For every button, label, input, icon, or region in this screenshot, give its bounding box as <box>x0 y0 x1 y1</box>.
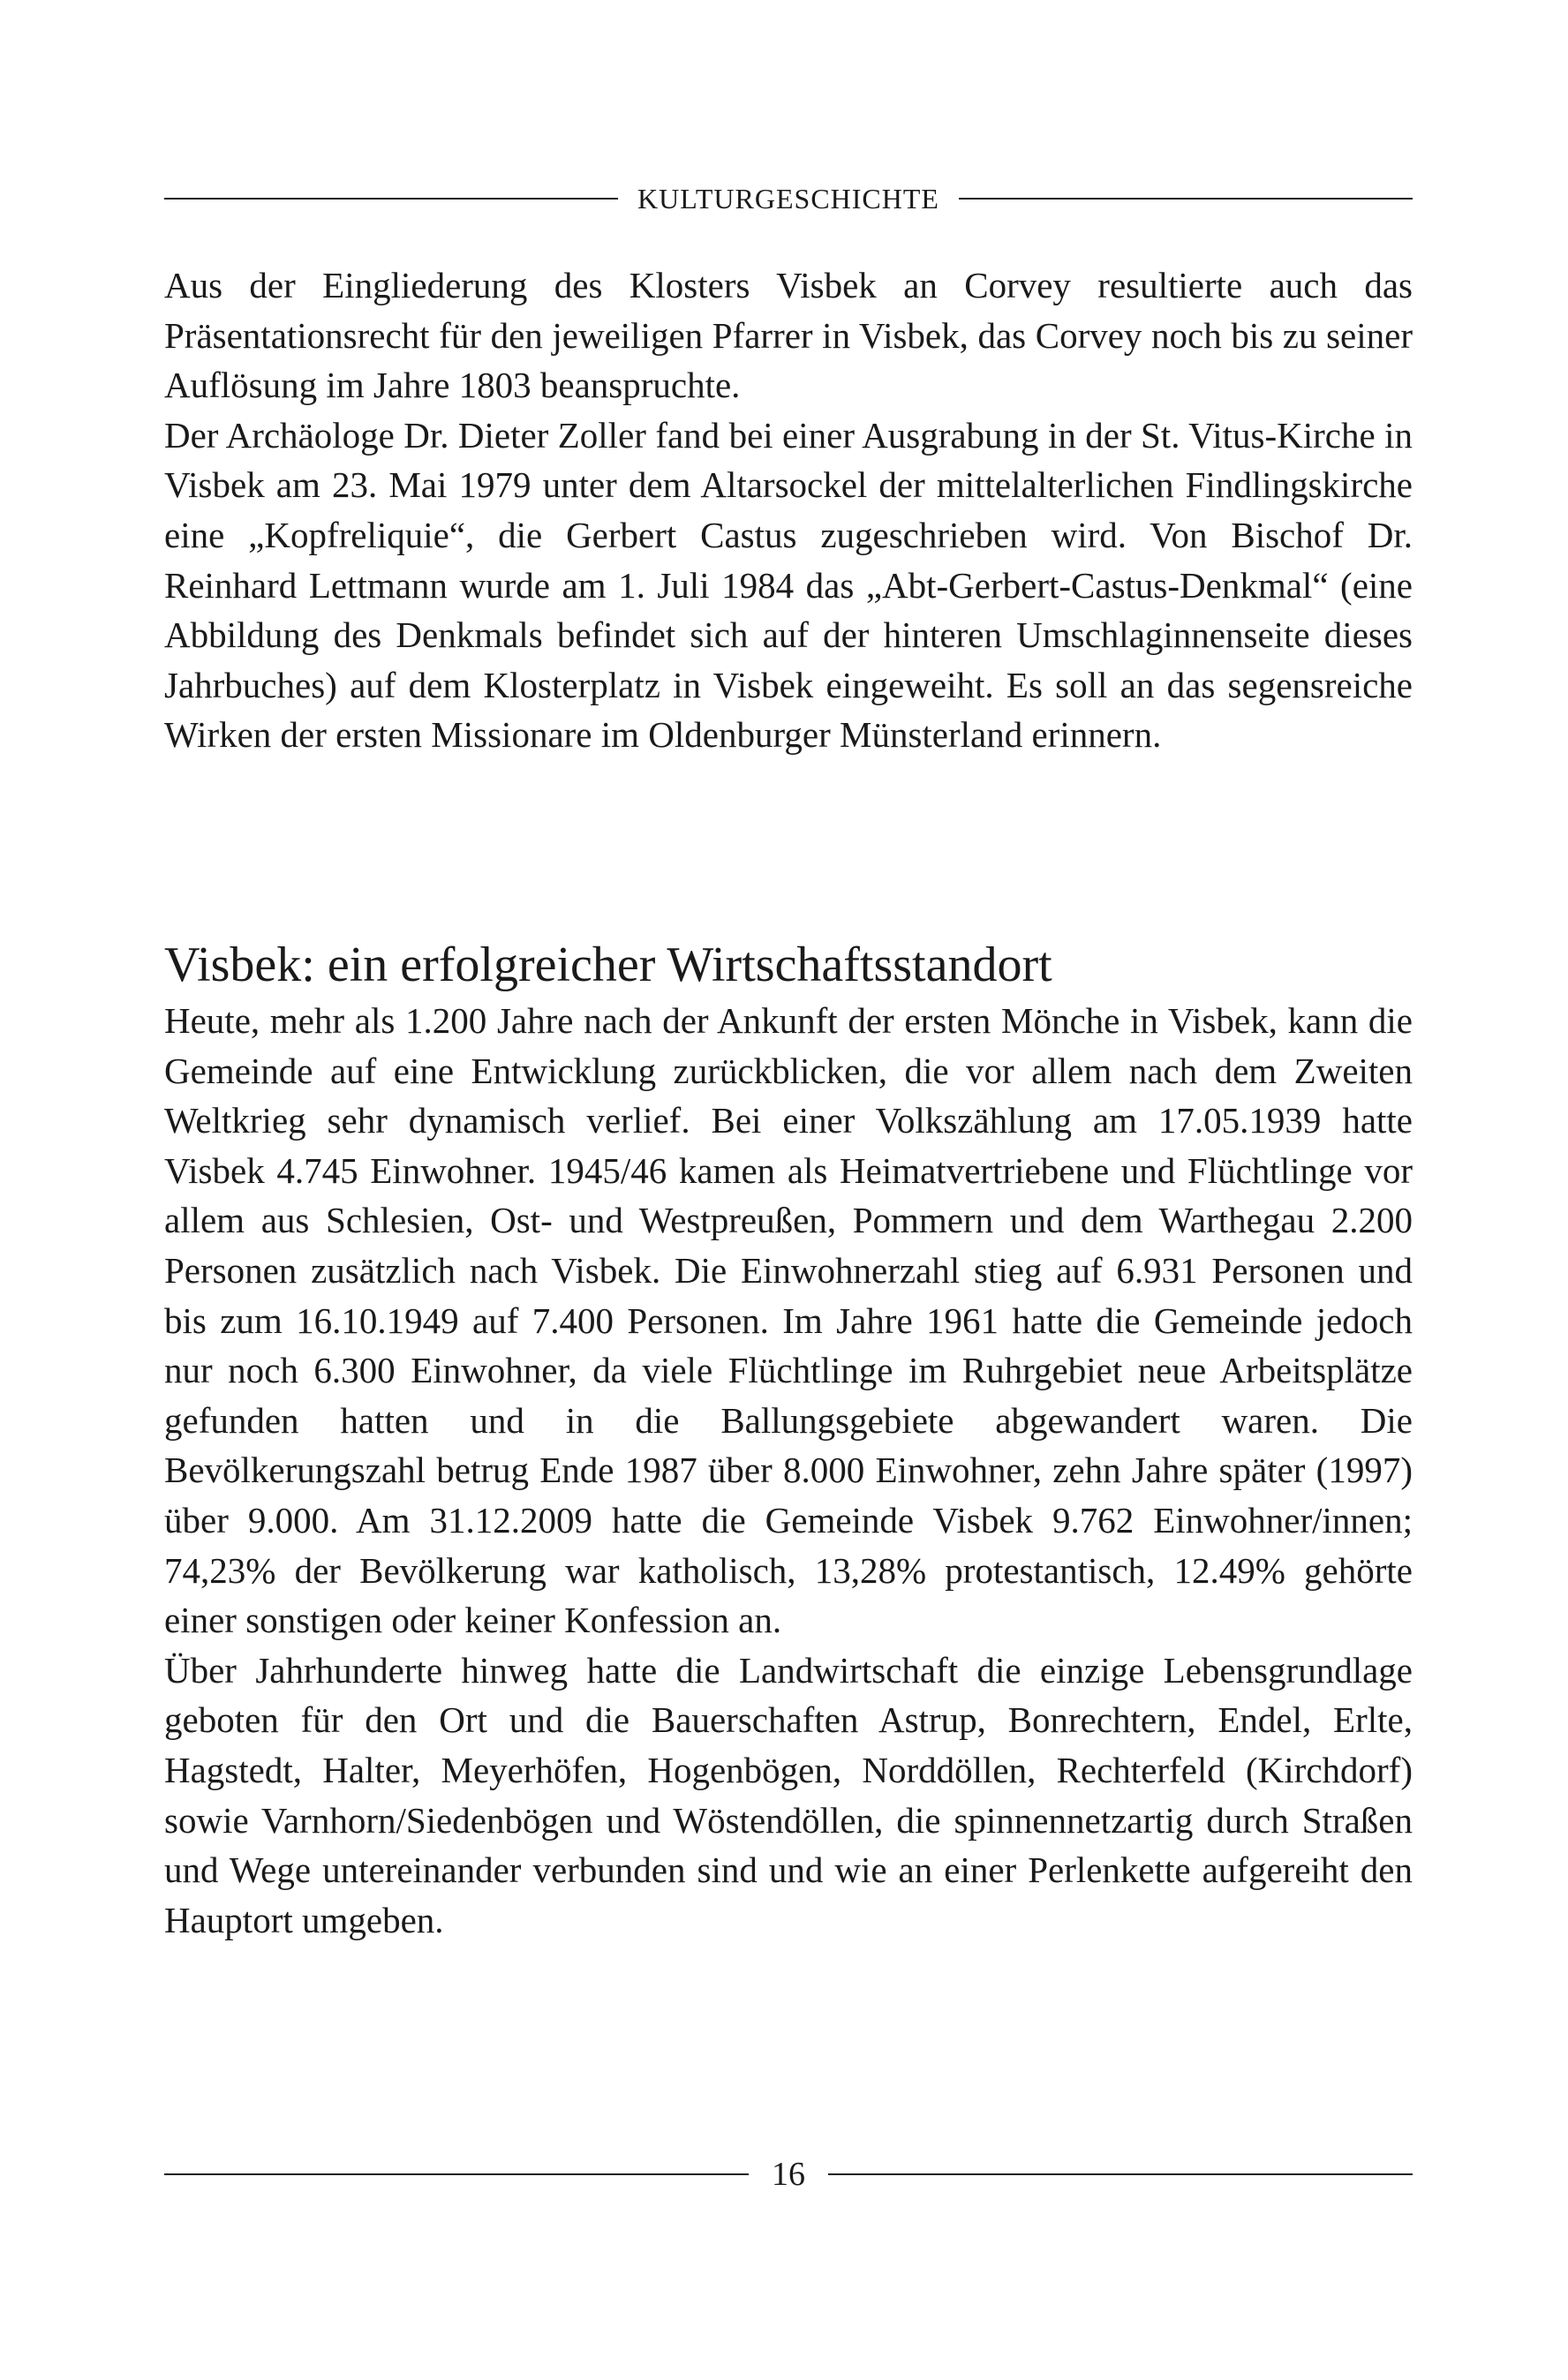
footer-rule-right <box>828 2173 1413 2175</box>
section-wirtschaftsstandort <box>164 996 1413 1945</box>
running-head-title: KULTURGESCHICHTE <box>637 183 939 215</box>
paragraph: Heute, mehr als 1.200 Jahre nach der Ankunft der ersten Mönche in Visbek, kann die Gemeinde auf eine Entwicklung zurückblicken, die vor allem nach dem Zweiten Weltkrieg sehr dynamisch verlief. Bei einer Volkszählung am 17.05.1939 hatte Visbek 4.745 Einwohner. 1945/46 kamen als Heimatvertriebene und Flüchtlinge vor allem aus Schlesien, Ost- und Westpreußen, Pommern und dem Warthegau 2.200 Personen zusätzlich nach Visbek. Die Einwohnerzahl stieg auf 6.931 Personen und bis zum 16.10.1949 auf 7.400 Personen. Im Jahre 1961 hatte die Gemeinde jedoch nur noch 6.300 Einwohner, da viele Flüchtlinge im Ruhrgebiet neue Arbeitsplätze gefunden hatten und in die Ballungsgebiete abgewandert waren. Die Bevölkerungszahl betrug Ende 1987 über 8.000 Einwohner, zehn Jahre später (1997) über 9.000. Am 31.12.2009 hatte die Gemeinde Visbek 9.762 Einwohner/innen; 74,23% der Bevölkerung war katholisch, 13,28% protestantisch, 12.49% gehörte einer sonstigen oder keiner Konfession an. <box>164 1000 1413 1641</box>
paragraph: Aus der Eingliederung des Klosters Visbek an Corvey resultierte auch das Präsentationsrecht für den jeweiligen Pfarrer in Visbek, das Corvey noch bis zu seiner Auflösung im Jahre 1803 beanspruchte. <box>164 265 1413 406</box>
page-footer <box>164 2152 1413 2196</box>
running-head-rule-right <box>959 198 1413 200</box>
paragraph: Der Archäologe Dr. Dieter Zoller fand bei einer Ausgrabung in der St. Vitus-Kirche in Visbek am 23. Mai 1979 unter dem Altarsockel der mittelalterlichen Findlingskirche eine „Kopfreliquie“, die Gerbert Castus zugeschrieben wird. Von Bischof Dr. Reinhard Lettmann wurde am 1. Juli 1984 das „Abt-Gerbert-Castus-Denkmal“ (eine Abbildung des Denkmals befindet sich auf der hinteren Umschlaginnenseite dieses Jahrbuches) auf dem Klosterplatz in Visbek eingeweiht. Es soll an das segensreiche Wirken der ersten Missionare im Oldenburger Münsterland erinnern. <box>164 414 1413 756</box>
paragraph: Über Jahrhunderte hinweg hatte die Landwirtschaft die einzige Lebensgrundlage geboten für den Ort und die Bauerschaften Astrup, Bonrechtern, Endel, Erlte, Hagstedt, Halter, Meyerhöfen, Hogenbögen, Norddöllen, Rechterfeld (Kirchdorf) sowie Varnhorn/Siedenbögen und Wöstendöllen, die spinnennetzartig durch Straßen und Wege untereinander verbunden sind und wie an einer Perlenkette aufgereiht den Hauptort umgeben. <box>164 1649 1413 1940</box>
page-number: 16 <box>772 2156 805 2193</box>
footer-rule-left <box>164 2173 749 2175</box>
running-head <box>164 181 1413 216</box>
section-klostergeschichte <box>164 260 1413 760</box>
running-head-rule-left <box>164 198 618 200</box>
section-heading: Visbek: ein erfolgreicher Wirtschaftsstandort <box>164 938 1052 992</box>
